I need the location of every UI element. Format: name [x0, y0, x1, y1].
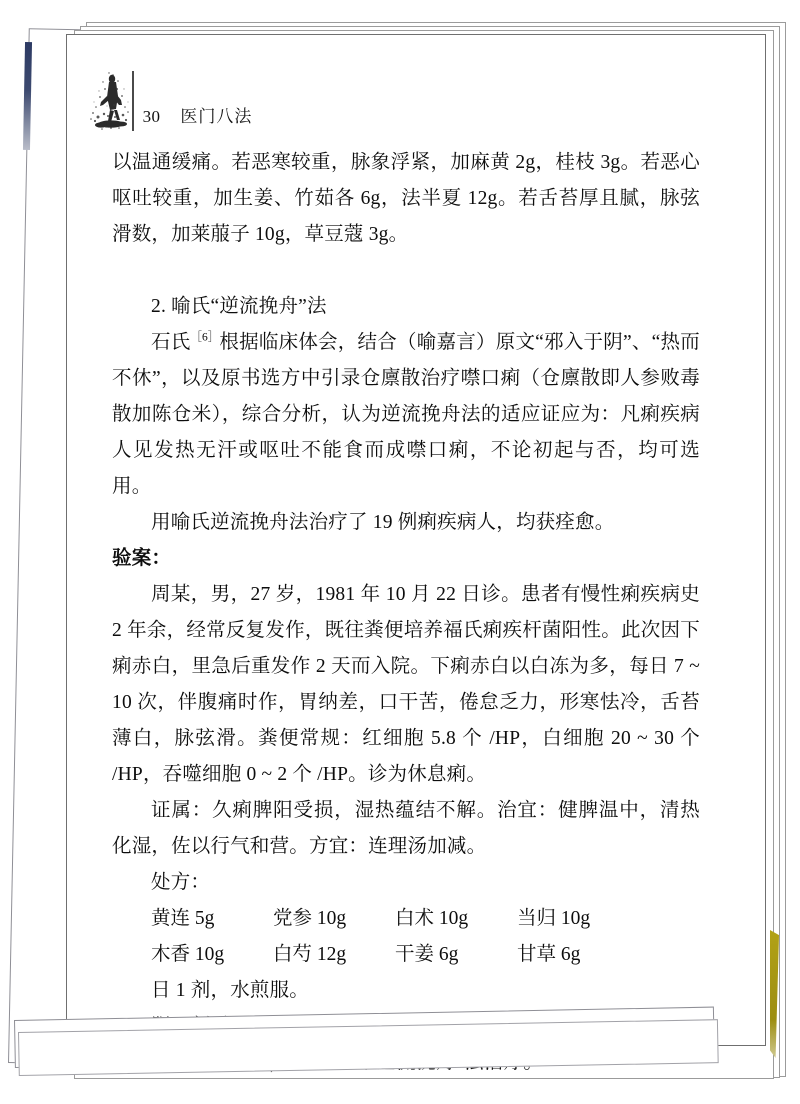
header-text — [143, 102, 253, 131]
citation-body-text: 根据临床体会，结合（喻嘉言）原文“邪入于阴”、“热而不休”，以及原书选方中引录仓廪散治疗噤口痢（仓廪散即人参败毒散加陈仓米），综合分析，认为逆流挽舟法的适应证应为：凡痢疾病人见发热无汗或呕吐不能食而成噤口痢，不论初起与否，均可选用。 — [112, 332, 701, 497]
paragraph-spacer — [112, 253, 700, 289]
page-number: 30 — [142, 107, 161, 126]
prescription-item: 党参 10g — [273, 908, 347, 929]
page-body — [112, 145, 700, 1081]
prescription-label: 处方： — [151, 872, 211, 893]
prescription-item: 白术 10g — [395, 908, 469, 929]
paragraph-diagnosis: 证属：久痢脾阳受损，湿热蕴结不解。治宜：健脾温中，清热化湿，佐以行气和营。方宜：连理汤加减。 — [112, 800, 700, 857]
prescription-item: 木香 10g — [151, 944, 225, 965]
dosage-instruction: 日 1 剂，水煎服。 — [151, 980, 310, 1001]
ink-brush-figure-icon — [87, 69, 131, 131]
paragraph-treatment-summary: 用喻氏逆流挽舟法治疗了 19 例痢疾病人，均获痊愈。 — [151, 512, 615, 533]
prescription-item: 干姜 6g — [395, 944, 459, 965]
citation-lead-text: 石氏 — [151, 332, 191, 353]
prescription-item: 甘草 6g — [517, 944, 581, 965]
reference-marker: ［6］ — [190, 331, 220, 344]
prescription-item: 黄连 5g — [151, 908, 215, 929]
document-page — [66, 34, 766, 1046]
paragraph-case-history: 周某，男，27 岁，1981 年 10 月 22 日诊。患者有慢性痢疾病史 2 年余，经常反复发作，既往粪便培养福氏痢疾杆菌阳性。此次因下痢赤白，里急后重发作 2 天而入院。下痢赤白以白冻为多，每日 7 ~ 10 次，伴腹痛时作，胃纳差，口干苦，倦怠乏力，形寒怯冷，舌苔薄白，脉弦滑。粪便常规：红细胞 5.8 个 /HP，白细胞 20 ~ 30 个 /HP，吞噬细胞 0 ~ 2 个 /HP。诊为休息痢。 — [112, 584, 700, 785]
prescription-item: 白芍 12g — [273, 944, 347, 965]
prescription-row — [112, 937, 700, 973]
section-heading: 2. 喻氏“逆流挽舟”法 — [151, 296, 327, 317]
header-vertical-rule — [132, 71, 134, 131]
running-head — [87, 69, 252, 131]
case-study-label: 验案： — [112, 548, 172, 569]
paragraph-citation — [112, 325, 700, 505]
prescription-item: 当归 10g — [517, 908, 591, 929]
paragraph-continuation: 以温通缓痛。若恶寒较重，脉象浮紧，加麻黄 2g，桂枝 3g。若恶心呕吐较重，加生姜、竹茹各 6g，法半夏 12g。若舌苔厚且腻，脉弦滑数，加莱菔子 10g，草豆蔻 3g。 — [112, 152, 700, 245]
prescription-row — [112, 901, 700, 937]
book-title: 医门八法 — [180, 107, 253, 126]
